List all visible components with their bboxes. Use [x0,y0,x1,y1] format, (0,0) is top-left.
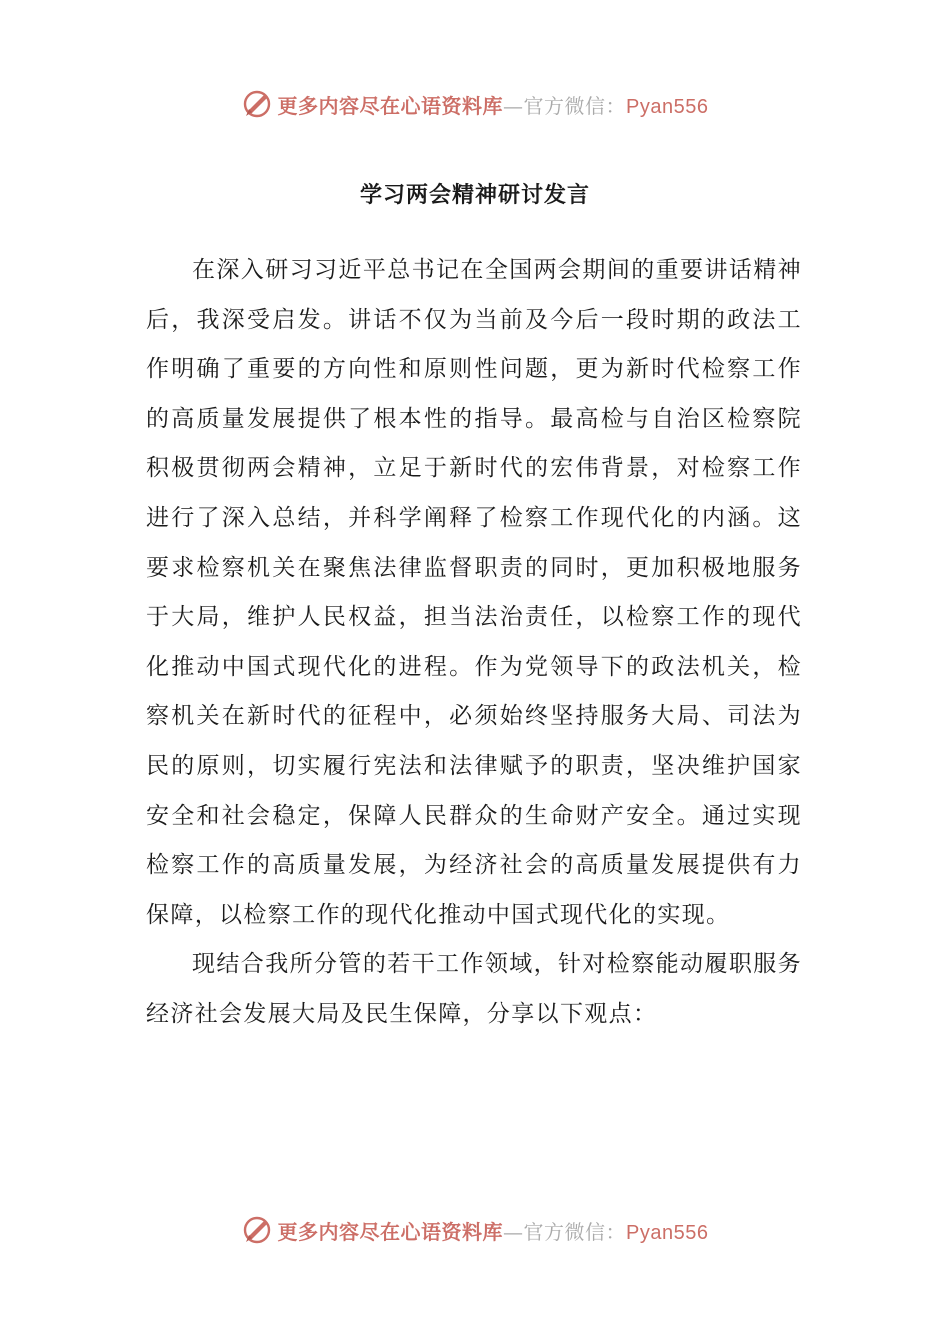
watermark-text [278,1216,709,1245]
pen-logo-icon [242,1215,272,1245]
body-paragraph: 现结合我所分管的若干工作领域，针对检察能动履职服务经济社会发展大局及民生保障，分享以下观点： [146,951,802,1027]
watermark-text [278,90,709,119]
watermark-suffix: 官方微信： [523,1219,627,1244]
watermark-prefix: 更多内容尽在心语资料库 [277,1219,504,1244]
body-paragraph: 在深入研习习近平总书记在全国两会期间的重要讲话精神后，我深受启发。讲话不仅为当前及今后一段时期的政法工作明确了重要的方向性和原则性问题，更为新时代检察工作的高质量发展提供了根本性的指导。最高检与自治区检察院积极贯彻两会精神，立足于新时代的宏伟背景，对检察工作进行了深入总结，并科学阐释了检察工作现代化的内涵。这要求检察机关在聚焦法律监督职责的同时，更加积极地服务于大局，维护人民权益，担当法治责任，以检察工作的现代化推动中国式现代化的进程。作为党领导下的政法机关，检察机关在新时代的征程中，必须始终坚持服务大局、司法为民的原则，切实履行宪法和法律赋予的职责，坚决维护国家安全和社会稳定，保障人民群众的生命财产安全。通过实现检察工作的高质量发展，为经济社会的高质量发展提供有力保障，以检察工作的现代化推动中国式现代化的实现。 [146,257,802,928]
watermark-prefix: 更多内容尽在心语资料库 [277,93,504,118]
watermark-suffix: 官方微信： [523,93,627,118]
footer-watermark [0,1212,950,1248]
watermark-separator: — [503,93,524,118]
watermark-separator: — [503,1219,524,1244]
watermark-wechat-id: Pyan556 [626,1221,709,1244]
header-watermark [0,86,950,122]
watermark-wechat-id: Pyan556 [626,95,709,118]
document-title: 学习两会精神研讨发言 [359,183,590,208]
pen-logo-icon [242,89,272,119]
document-body [146,246,802,1040]
